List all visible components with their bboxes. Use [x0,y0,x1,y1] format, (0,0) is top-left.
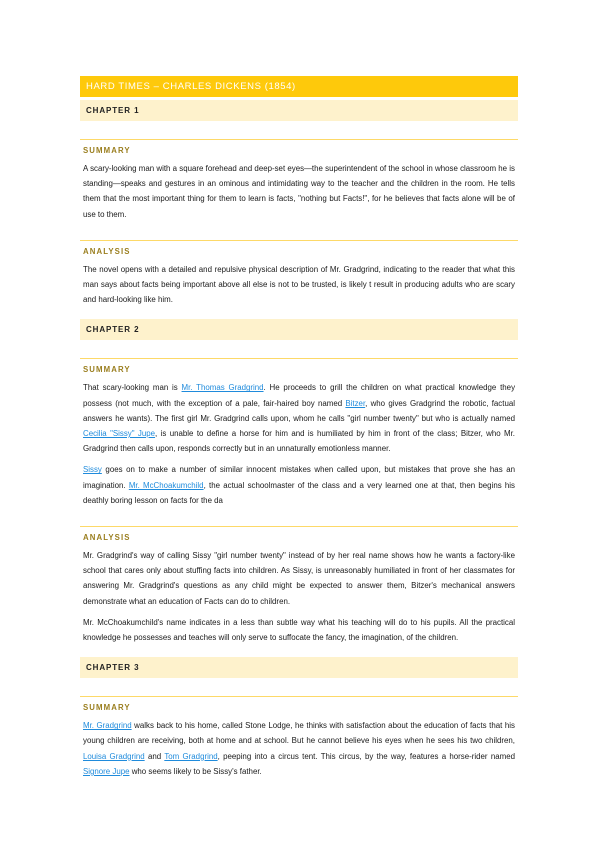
character-link[interactable]: Signore Jupe [83,766,130,776]
chapter-1-analysis-heading: ANALYSIS [80,240,518,257]
body-text: Mr. Gradgrind's way of calling Sissy "girl number twenty" instead of by her real name shows how he wants a factory-like school that cares only about stuffing facts into children. As Sissy, is unreasonably humiliated in front of her classmates for answering Mr. Gradgrind's questions as any child might be expected to answer them, Bitzer's mechanical answers demonstrate what an education of Facts can do to children. [83,551,515,606]
body-text: goes on to make a number of similar innocent mistakes when called upon, but mistakes that prove she has an imagination. [83,465,515,490]
body-text: who seems likely to be Sissy's father. [129,766,262,776]
chapter-3-summary-paragraph [80,718,518,779]
document-title: HARD TIMES – CHARLES DICKENS (1854) [80,76,518,97]
character-link[interactable]: Mr. Gradgrind [83,721,132,731]
chapter-2-analysis-heading: ANALYSIS [80,526,518,543]
document-page [80,76,518,779]
character-link[interactable]: Sissy [83,465,102,475]
body-text: , peeping into a circus tent. This circus, by the way, features a horse-rider named [217,751,515,761]
character-link[interactable]: Cecilia "Sissy" Jupe [83,429,156,439]
chapter-3-heading: CHAPTER 3 [80,657,518,678]
body-text: , is unable to define a horse for him and is humiliated by him in front of the class; Bitzer, who Mr. Gradgrind then calls upon, responds correctly but in an unnaturally emotionless manner. [83,429,515,454]
chapter-2-summary-heading: SUMMARY [80,358,518,375]
chapter-1-heading: CHAPTER 1 [80,100,518,121]
chapter-2-summary-paragraph [80,462,518,508]
character-link[interactable]: Mr. McChoakumchild [128,480,204,490]
chapter-1-summary-paragraph [80,161,518,222]
character-link[interactable]: Tom Gradgrind [164,751,218,761]
chapter-2-analysis-paragraph [80,548,518,609]
character-link[interactable]: Louisa Gradgrind [83,751,145,761]
chapter-1-analysis-paragraph [80,262,518,308]
body-text: walks back to his home, called Stone Lodge, he thinks with satisfaction about the education of facts that his young children are receiving, both at home and at school. But he cannot believe his eyes when he sees his two children, [83,721,515,746]
body-text: The novel opens with a detailed and repulsive physical description of Mr. Gradgrind, indicating to the reader that what this man says about facts being important above all else is not to be trusted, is likely t result in producing adults who are scary and hard-looking like him. [83,264,515,305]
chapter-2-heading: CHAPTER 2 [80,319,518,340]
chapter-2-analysis-paragraph [80,615,518,645]
body-text: That scary-looking man is [83,383,182,393]
character-link[interactable]: Mr. Thomas Gradgrind [181,383,264,393]
body-text: A scary-looking man with a square forehead and deep-set eyes—the superintendent of the school in whose classroom he is standing—speaks and gestures in an ominous and intimidating way to the teacher and the children in the room. He tells them that the most important thing for them to learn is facts, "nothing but Facts!", for he believes that facts alone will be of use to them. [83,164,515,219]
character-link[interactable]: Bitzer [345,398,366,408]
chapter-2-summary-paragraph [80,380,518,456]
body-text: , the actual schoolmaster of the class and a very learned one at that, then begins his deathly boring lesson on facts for the da [83,480,515,505]
body-text: Mr. McChoakumchild's name indicates in a less than subtle way what his teaching will do to his pupils. All the practical knowledge he possesses and teaches will only serve to suffocate the fancy, the imagination, of the children. [83,617,515,643]
body-text: and [144,751,165,761]
chapter-3-summary-heading: SUMMARY [80,696,518,713]
chapter-1-summary-heading: SUMMARY [80,139,518,156]
body-text: . He proceeds to grill the children on what practical knowledge they possess (not much, with the exception of a pale, fair-haired boy named [83,383,516,408]
body-text: , who gives Gradgrind the robotic, factual answers he wants). The first girl Mr. Gradgrind calls upon, whom he calls "girl number twenty" but who is actually named [83,398,515,423]
